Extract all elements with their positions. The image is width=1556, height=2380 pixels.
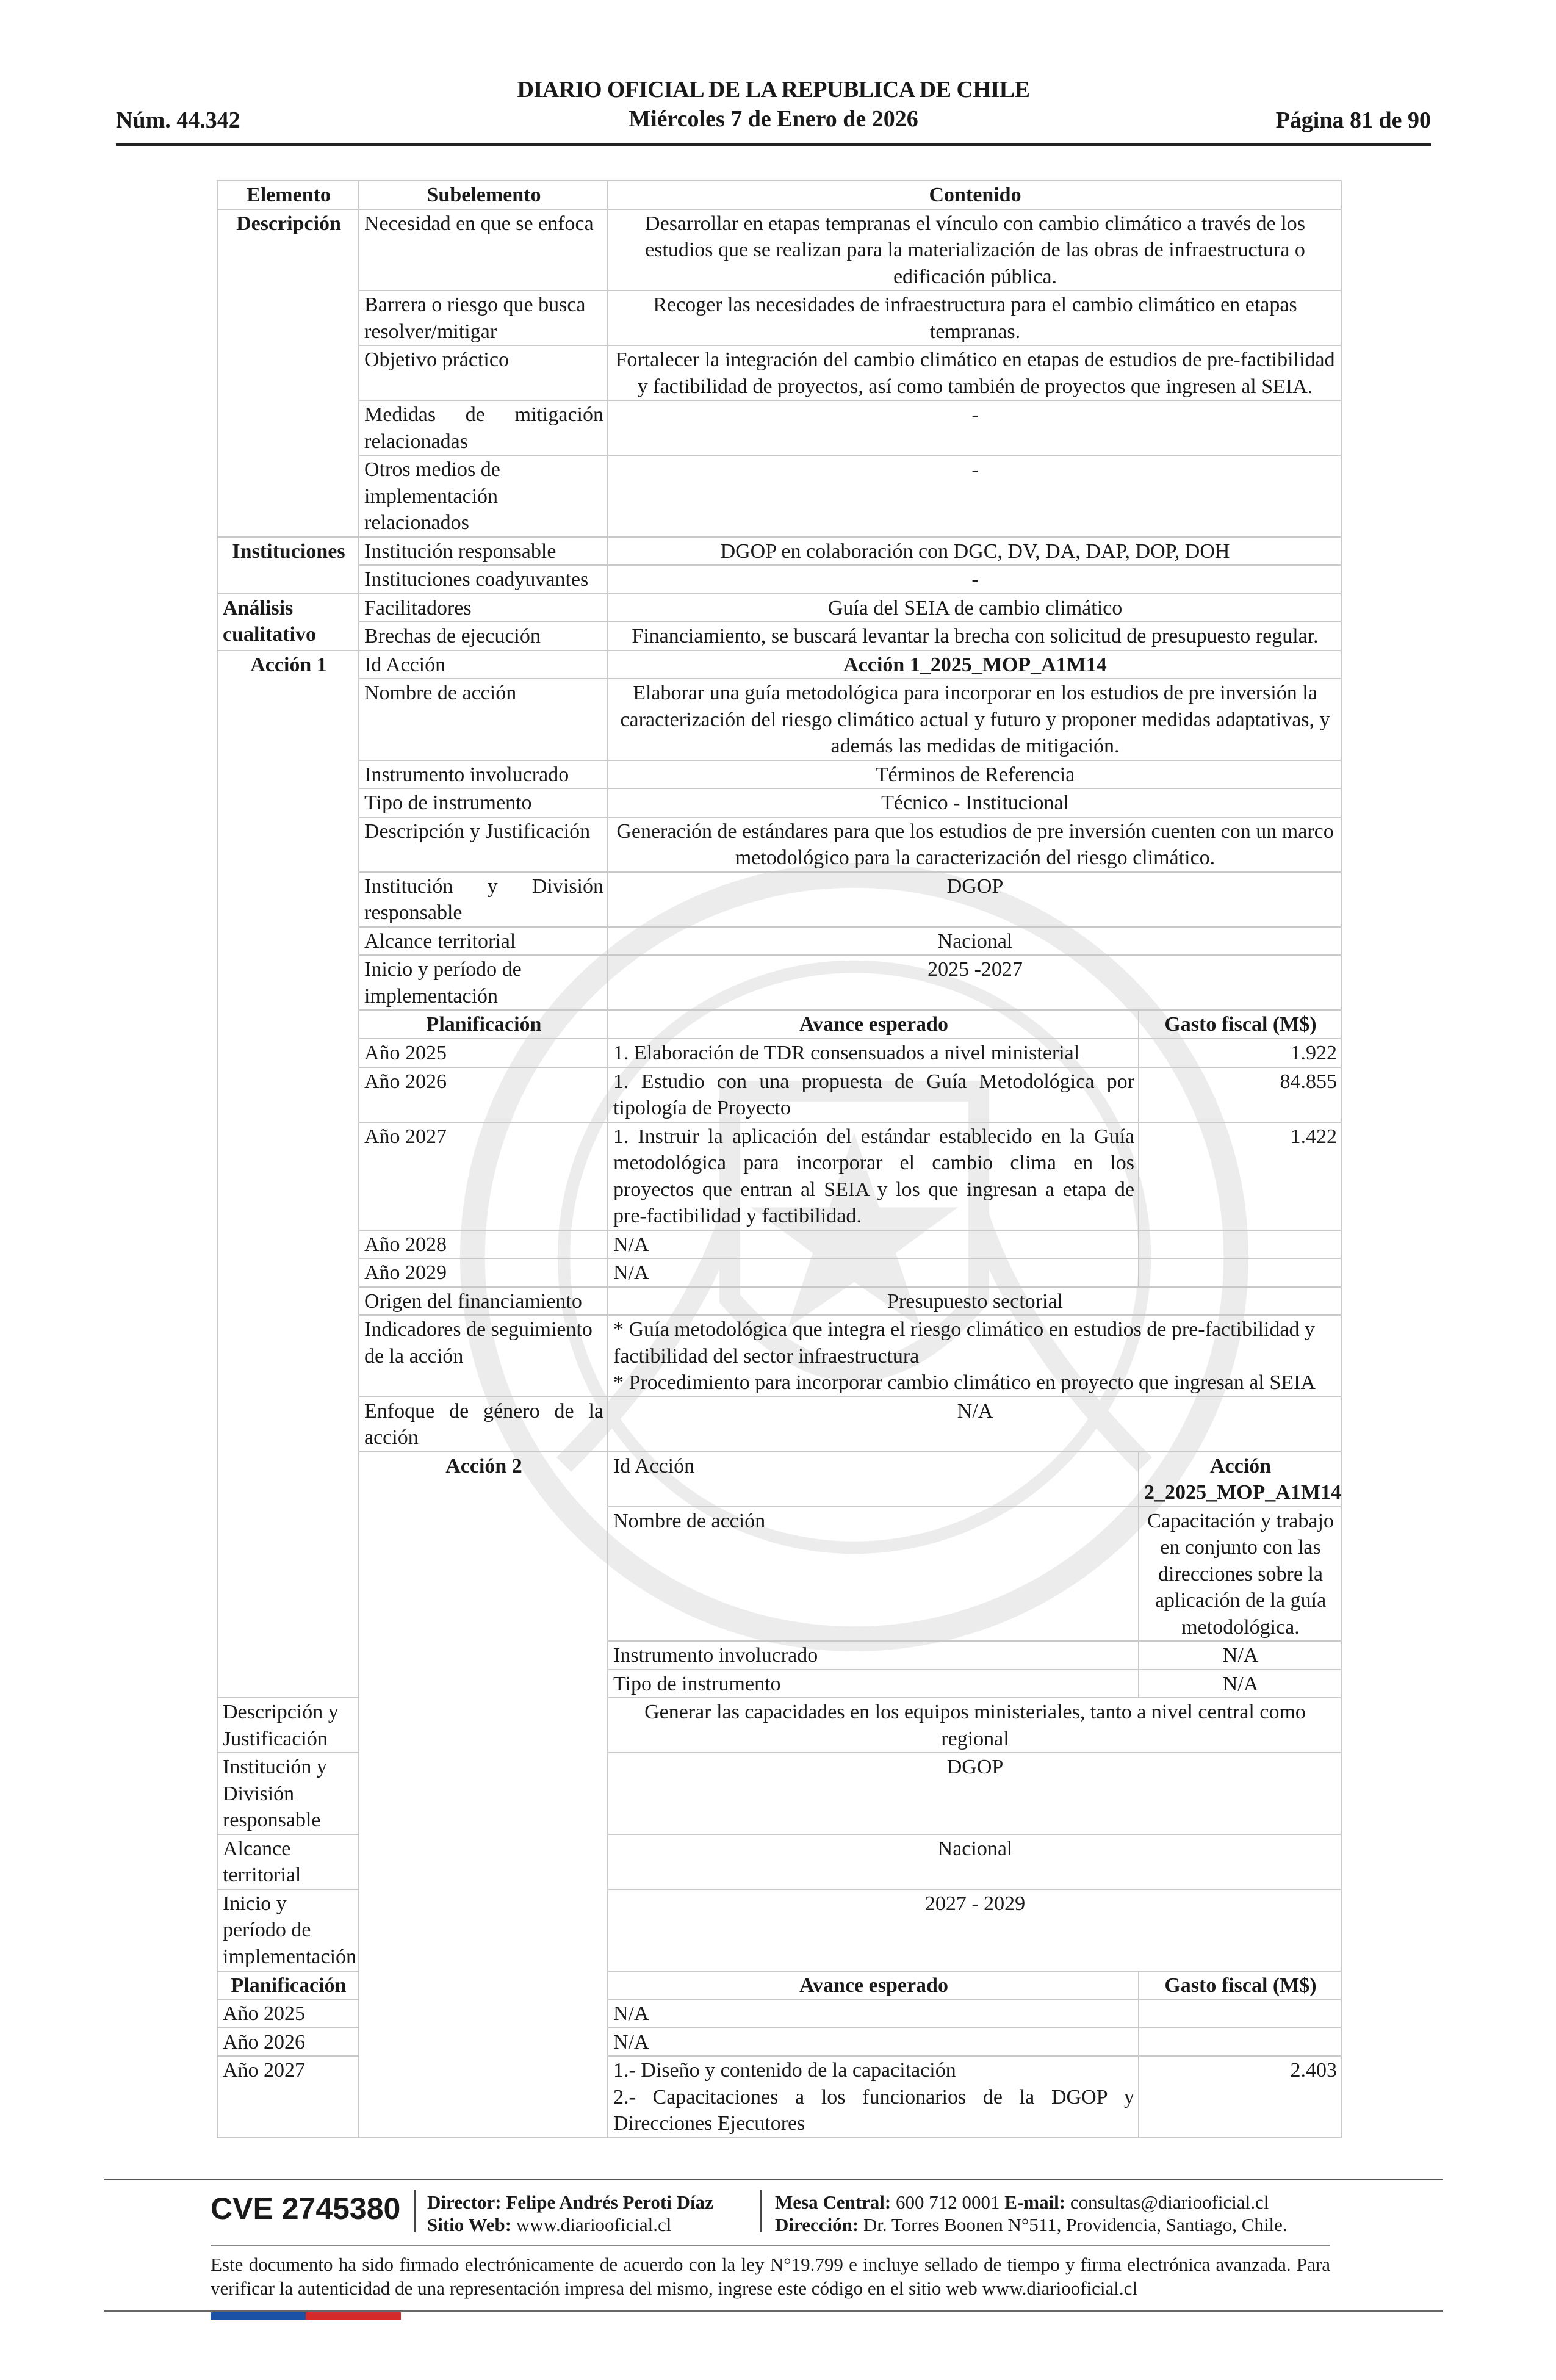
- avance-cell: N/A: [608, 1999, 1139, 2028]
- footer-divider: [414, 2190, 416, 2232]
- year-label: Año 2025: [217, 1999, 359, 2028]
- sub-label: Inicio y período de implementación: [217, 1889, 359, 1971]
- avance-cell: N/A: [608, 1230, 1139, 1259]
- action-plan-table: [217, 180, 1342, 2138]
- content-cell: Generar las capacidades en los equipos ministeriales, tanto a nivel central como regional: [608, 1698, 1341, 1753]
- gasto-cell: 2.403: [1139, 2056, 1341, 2138]
- content-cell: Elaborar una guía metodológica para incorporar en los estudios de pre inversión la caracterización del riesgo climático actual y futuro y proponer medidas adaptativas, y además las medidas de mitigación.: [608, 679, 1341, 760]
- sub-label: Necesidad en que se enfoca: [359, 209, 608, 291]
- sub-label: Descripción y Justificación: [217, 1698, 359, 1753]
- table-row: [217, 651, 1341, 679]
- sub-label: Inicio y período de implementación: [359, 955, 608, 1010]
- content-cell: DGOP: [608, 872, 1341, 927]
- legal-notice: Este documento ha sido firmado electrónicamente de acuerdo con la ley N°19.799 e incluye sellado de tiempo y firma electrónica avanzada. Para verificar la autenticidad de una representación impresa del mismo, ingrese este código en el sitio web www.diariooficial.cl: [211, 2254, 1330, 2299]
- content-cell: Guía del SEIA de cambio climático: [608, 594, 1341, 622]
- year-label: Año 2026: [359, 1067, 608, 1122]
- table-row: [217, 679, 1341, 760]
- table-row: [217, 565, 1341, 594]
- sub-label: Nombre de acción: [608, 1507, 1139, 1642]
- footer-bottom-rule: [104, 2310, 1443, 2312]
- table-row: [217, 209, 1341, 291]
- sub-label: Instrumento involucrado: [608, 1641, 1139, 1670]
- sub-label: Facilitadores: [359, 594, 608, 622]
- table-row: [217, 955, 1341, 1010]
- sub-label: Descripción y Justificación: [359, 817, 608, 872]
- table-row: [217, 1122, 1341, 1230]
- table-row: [217, 1039, 1341, 1067]
- content-cell: -: [608, 400, 1341, 455]
- table-row: [217, 872, 1341, 927]
- publication-date: Miércoles 7 de Enero de 2026: [629, 106, 918, 132]
- gasto-cell: [1139, 2028, 1341, 2057]
- table-row: [217, 927, 1341, 956]
- element-instituciones: Instituciones: [217, 537, 359, 594]
- gasto-cell: [1139, 1258, 1341, 1287]
- indicator-item: * Procedimiento para incorporar cambio climático en proyecto que ingresan al SEIA: [613, 1371, 1316, 1394]
- action-id: Acción 1_2025_MOP_A1M14: [608, 651, 1341, 679]
- element-accion-1: Acción 1: [217, 651, 359, 1698]
- avance-cell: [608, 2056, 1139, 2138]
- content-cell: DGOP en colaboración con DGC, DV, DA, DAP, DOP, DOH: [608, 537, 1341, 566]
- sub-label: Alcance territorial: [217, 1834, 359, 1889]
- sub-label: Brechas de ejecución: [359, 622, 608, 651]
- indicator-item: * Guía metodológica que integra el riesgo climático en estudios de pre-factibilidad y factibilidad del sector infraestructura: [613, 1318, 1315, 1368]
- sub-label: Id Acción: [359, 651, 608, 679]
- table-row: [217, 1397, 1341, 1452]
- sitio-label: Sitio Web:: [427, 2214, 512, 2236]
- table-row: [217, 290, 1341, 345]
- content-cell: Recoger las necesidades de infraestructura para el cambio climático en etapas tempranas.: [608, 290, 1341, 345]
- sub-label: Medidas de mitigación relacionadas: [359, 400, 608, 455]
- director-name: Felipe Andrés Peroti Díaz: [506, 2191, 713, 2213]
- masthead: [116, 76, 1431, 132]
- avance-header: Avance esperado: [608, 1010, 1139, 1039]
- content-cell: 2025 -2027: [608, 955, 1341, 1010]
- planning-header: Planificación: [217, 1971, 359, 2000]
- gasto-header: Gasto fiscal (M$): [1139, 1971, 1341, 2000]
- content-cell: Presupuesto sectorial: [608, 1287, 1341, 1316]
- gasto-cell: 1.922: [1139, 1039, 1341, 1067]
- publication-title: DIARIO OFICIAL DE LA REPUBLICA DE CHILE: [517, 77, 1030, 103]
- content-cell: N/A: [608, 1397, 1341, 1452]
- table-row: [217, 594, 1341, 622]
- content-cell: Nacional: [608, 1834, 1341, 1889]
- planning-header: Planificación: [359, 1010, 608, 1039]
- sub-label: Otros medios de implementación relacionados: [359, 455, 608, 537]
- avance-item: 1.- Diseño y contenido de la capacitación: [613, 2059, 956, 2082]
- element-descripcion: Descripción: [217, 209, 359, 537]
- content-cell: [608, 1315, 1341, 1397]
- year-label: Año 2027: [217, 2056, 359, 2138]
- director-block: [427, 2191, 713, 2236]
- planning-header-row: [217, 1010, 1341, 1039]
- sub-label: Enfoque de género de la acción: [359, 1397, 608, 1452]
- email-label: E-mail:: [1004, 2191, 1066, 2213]
- year-label: Año 2029: [359, 1258, 608, 1287]
- col-header-subelemento: Subelemento: [359, 181, 608, 209]
- avance-cell: N/A: [608, 1258, 1139, 1287]
- direccion-label: Dirección:: [775, 2214, 859, 2236]
- gasto-cell: 1.422: [1139, 1122, 1341, 1230]
- content-cell: Financiamiento, se buscará levantar la brecha con solicitud de presupuesto regular.: [608, 622, 1341, 651]
- sub-label: Institución responsable: [359, 537, 608, 566]
- footer-mid-rule: [211, 2245, 1330, 2246]
- avance-header: Avance esperado: [608, 1971, 1139, 2000]
- year-label: Año 2028: [359, 1230, 608, 1259]
- sub-label: Barrera o riesgo que busca resolver/mitigar: [359, 290, 608, 345]
- footer-divider: [760, 2190, 762, 2232]
- table-row: [217, 817, 1341, 872]
- content-cell: Nacional: [608, 927, 1341, 956]
- sub-label: Institución y División responsable: [359, 872, 608, 927]
- gasto-cell: [1139, 1230, 1341, 1259]
- content-cell: N/A: [1139, 1641, 1341, 1670]
- table-row: [217, 760, 1341, 789]
- sub-label: Tipo de instrumento: [608, 1670, 1139, 1698]
- sub-label: Origen del financiamiento: [359, 1287, 608, 1316]
- mesa-label: Mesa Central:: [775, 2191, 891, 2213]
- col-header-elemento: Elemento: [217, 181, 359, 209]
- year-label: Año 2027: [359, 1122, 608, 1230]
- avance-item: 2.- Capacitaciones a los funcionarios de la DGOP y Direcciones Ejecutores: [613, 2085, 1134, 2135]
- content-cell: Capacitación y trabajo en conjunto con las direcciones sobre la aplicación de la guía metodológica.: [1139, 1507, 1341, 1642]
- flag-stripe: [211, 2312, 401, 2320]
- flag-blue: [211, 2312, 306, 2320]
- sitio-web-link[interactable]: www.diariooficial.cl: [516, 2214, 672, 2236]
- table-row: [217, 1287, 1341, 1316]
- sub-label: Tipo de instrumento: [359, 788, 608, 817]
- footer-top-rule: [104, 2179, 1443, 2180]
- content-cell: Términos de Referencia: [608, 760, 1341, 789]
- gasto-header: Gasto fiscal (M$): [1139, 1010, 1341, 1039]
- table-row: [217, 1258, 1341, 1287]
- content-cell: -: [608, 455, 1341, 537]
- mesa-phone: 600 712 0001: [896, 2191, 1000, 2213]
- flag-red: [306, 2312, 401, 2320]
- table-row: [217, 1230, 1341, 1259]
- content-cell: Generación de estándares para que los estudios de pre inversión cuenten con un marco metodológico para la caracterización del riesgo climático.: [608, 817, 1341, 872]
- sub-label: Objetivo práctico: [359, 345, 608, 400]
- sub-label: Id Acción: [608, 1452, 1139, 1507]
- avance-cell: N/A: [608, 2028, 1139, 2057]
- avance-cell: 1. Elaboración de TDR consensuados a nivel ministerial: [608, 1039, 1139, 1067]
- content-cell: Técnico - Institucional: [608, 788, 1341, 817]
- table-row: [217, 537, 1341, 566]
- email-link[interactable]: consultas@diariooficial.cl: [1070, 2191, 1269, 2213]
- sub-label: Institución y División responsable: [217, 1753, 359, 1834]
- content-cell: -: [608, 565, 1341, 594]
- table-row: [217, 400, 1341, 455]
- table-row: [217, 1067, 1341, 1122]
- content-cell: Desarrollar en etapas tempranas el vínculo con cambio climático a través de los estudios que se realizan para la materialización de las obras de infraestructura o edificación pública.: [608, 209, 1341, 291]
- year-label: Año 2025: [359, 1039, 608, 1067]
- year-label: Año 2026: [217, 2028, 359, 2057]
- content-cell: DGOP: [608, 1753, 1341, 1834]
- gasto-cell: 84.855: [1139, 1067, 1341, 1122]
- sub-label: Nombre de acción: [359, 679, 608, 760]
- avance-cell: 1. Estudio con una propuesta de Guía Metodológica por tipología de Proyecto: [608, 1067, 1139, 1122]
- issue-number: Núm. 44.342: [116, 107, 240, 133]
- sub-label: Instrumento involucrado: [359, 760, 608, 789]
- content-cell: Fortalecer la integración del cambio climático en etapas de estudios de pre-factibilidad y factibilidad de proyectos, así como también de proyectos que ingresen al SEIA.: [608, 345, 1341, 400]
- table-row: [217, 788, 1341, 817]
- contact-block: [775, 2191, 1288, 2236]
- element-accion-2: Acción 2: [359, 1452, 608, 2138]
- director-label: Director:: [427, 2191, 502, 2213]
- col-header-contenido: Contenido: [608, 181, 1341, 209]
- avance-cell: 1. Instruir la aplicación del estándar establecido en la Guía metodológica para incorporar el cambio clima en los proyectos que entran al SEIA y los que ingresan a etapa de pre-factibilidad y factibilidad.: [608, 1122, 1139, 1230]
- table-row: [217, 1315, 1341, 1397]
- action-id: Acción 2_2025_MOP_A1M14: [1139, 1452, 1341, 1507]
- table-row: [217, 622, 1341, 651]
- gasto-cell: [1139, 1999, 1341, 2028]
- page-header: [116, 76, 1431, 146]
- cve-code: CVE 2745380: [211, 2191, 401, 2226]
- table-header-row: [217, 181, 1341, 209]
- table-row: [217, 345, 1341, 400]
- element-analisis: Análisis cualitativo: [217, 594, 359, 651]
- sub-label: Instituciones coadyuvantes: [359, 565, 608, 594]
- content-cell: 2027 - 2029: [608, 1889, 1341, 1971]
- page-number: Página 81 de 90: [1275, 107, 1431, 133]
- sub-label: Indicadores de seguimiento de la acción: [359, 1315, 608, 1397]
- table-row: [217, 455, 1341, 537]
- content-cell: N/A: [1139, 1670, 1341, 1698]
- table-row: [217, 1452, 1341, 1507]
- sub-label: Alcance territorial: [359, 927, 608, 956]
- direccion-value: Dr. Torres Boonen N°511, Providencia, Santiago, Chile.: [863, 2214, 1288, 2236]
